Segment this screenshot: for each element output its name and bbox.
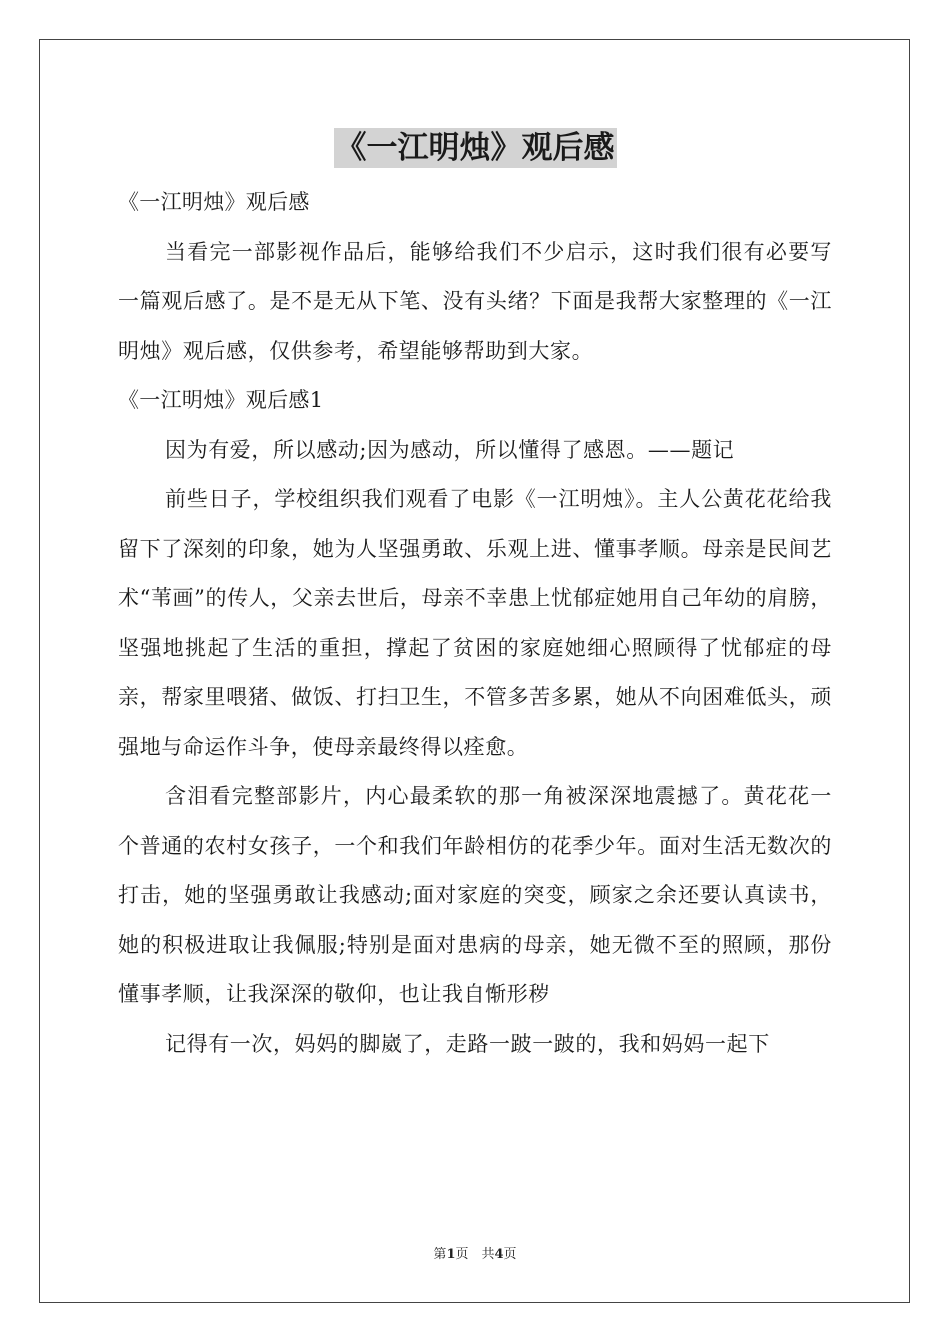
body-paragraph: 含泪看完整部影片，内心最柔软的那一角被深深地震撼了。黄花花一个普通的农村女孩子，一个和我们年龄相仿的花季少年。面对生活无数次的打击，她的坚强勇敢让我感动;面对家庭的突变，顾家之余还要认真读书，她的积极进取让我佩服;特别是面对患病的母亲，她无微不至的照顾，那份懂事孝顺，让我深深的敬仰，也让我自惭形秽	[118, 784, 832, 1006]
section-heading: 《一江明烛》观后感1	[118, 388, 324, 412]
document-title: 《一江明烛》观后感	[335, 130, 615, 166]
body-paragraph: 记得有一次，妈妈的脚崴了，走路一跛一跛的，我和妈妈一起下	[165, 1031, 770, 1056]
document-body	[118, 178, 832, 1069]
epigraph-paragraph: 因为有爱，所以感动;因为感动，所以懂得了感恩。——题记	[165, 437, 735, 462]
body-paragraph: 前些日子，学校组织我们观看了电影《一江明烛》。主人公黄花花给我留下了深刻的印象，她为人坚强勇敢、乐观上进、懂事孝顺。母亲是民间艺术“苇画”的传人，父亲去世后，母亲不幸患上忧郁症她用自己年幼的肩膀，坚强地挑起了生活的重担，撑起了贫困的家庭她细心照顾得了忧郁症的母亲，帮家里喂猪、做饭、打扫卫生，不管多苦多累，她从不向困难低头，顽强地与命运作斗争，使母亲最终得以痊愈。	[118, 487, 832, 759]
page-number-prefix: 第	[433, 1247, 447, 1262]
current-page-number: 1	[446, 1247, 456, 1262]
title-container	[0, 128, 950, 168]
section-heading: 《一江明烛》观后感	[118, 190, 310, 214]
body-paragraph: 当看完一部影视作品后，能够给我们不少启示，这时我们很有必要写一篇观后感了。是不是无从下笔、没有头绪？下面是我帮大家整理的《一江明烛》观后感，仅供参考，希望能够帮助到大家。	[118, 239, 832, 363]
page-number-mid: 页 共	[455, 1247, 495, 1262]
page-footer	[0, 1246, 950, 1264]
total-page-number: 4	[494, 1247, 504, 1262]
page-number-suffix: 页	[503, 1247, 517, 1262]
